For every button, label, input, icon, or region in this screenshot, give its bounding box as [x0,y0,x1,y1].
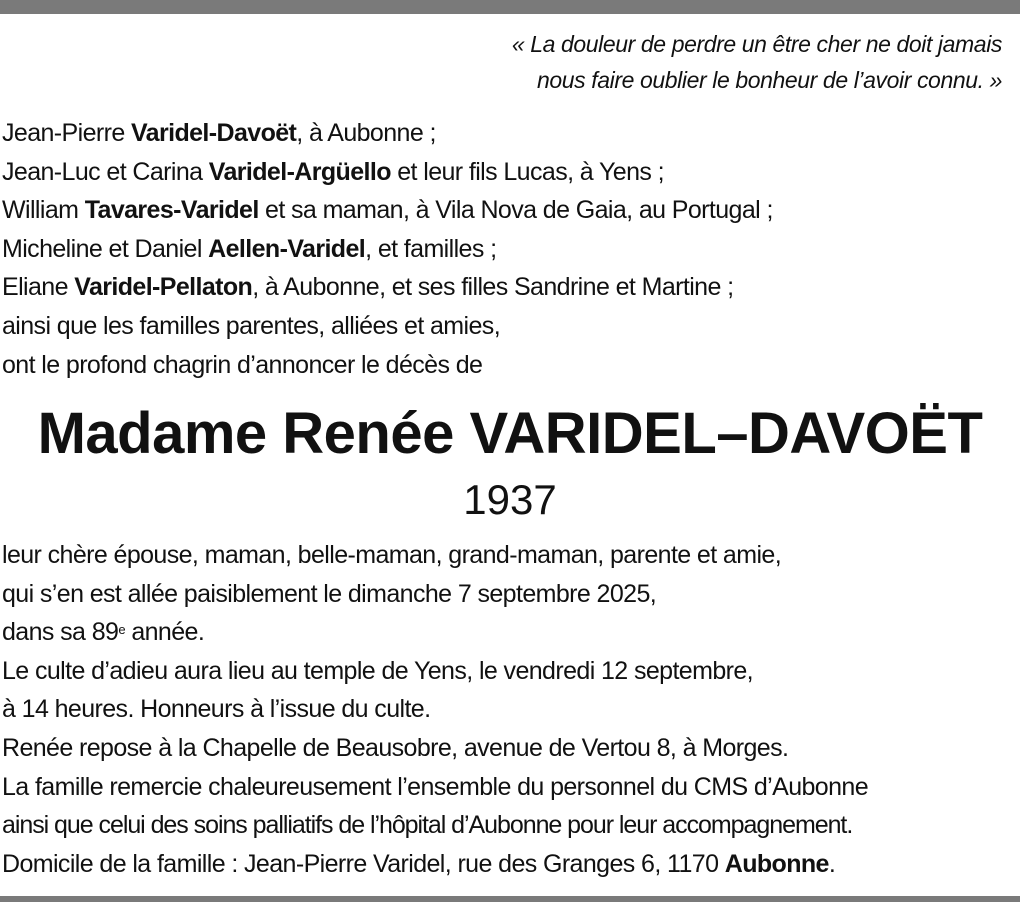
service-line: à 14 heures. Honneurs à l’issue du culte. [2,695,431,724]
obituary-details [2,536,1018,883]
family-member-location: , et familles ; [365,234,497,263]
family-line: ainsi que les familles parentes, alliées et amies, [2,311,501,340]
family-line [2,153,1018,192]
detail-line [2,613,1018,652]
detail-line: qui s’en est allée paisiblement le dimanche 7 septembre 2025, [2,579,657,608]
service-line: Le culte d’adieu aura lieu au temple de Yens, le vendredi 12 septembre, [2,656,754,685]
family-line [2,191,1018,230]
family-member-surname: Varidel-Argüello [208,157,391,186]
age-text-end: année. [124,618,205,647]
rest-location-line: Renée repose à la Chapelle de Beausobre, avenue de Vertou 8, à Morges. [2,733,789,762]
quote-line: nous faire oublier le bonheur de l’avoir connu. » [537,67,1002,93]
thanks-line: La famille remercie chaleureusement l’ensemble du personnel du CMS d’Aubonne [2,772,869,801]
family-list [2,114,1018,384]
age-text: dans sa 89 [2,618,119,647]
family-member-surname: Tavares-Varidel [84,196,259,225]
announcement-line: ont le profond chagrin d’annoncer le décès de [2,350,483,379]
ordinal-suffix: e [118,622,125,638]
family-line [2,268,1018,307]
family-member-location: et leur fils Lucas, à Yens ; [390,157,664,186]
quote-line: « La douleur de perdre un être cher ne doit jamais [511,31,1002,57]
detail-line: leur chère épouse, maman, belle-maman, grand-maman, parente et amie, [2,541,782,569]
bottom-rule [0,896,1020,902]
family-line [2,230,1018,269]
address-town: Aubonne [724,849,829,878]
family-member-given: Jean-Pierre [2,119,131,147]
family-member-given: Jean-Luc et Carina [2,157,209,186]
family-member-given: Eliane [2,273,75,302]
address-end: . [828,849,836,878]
address-text: Domicile de la famille : Jean-Pierre Varidel, rue des Granges 6, 1170 [2,849,725,878]
family-line [2,114,1018,153]
family-member-surname: Aellen-Varidel [208,234,366,263]
family-member-location: , à Aubonne ; [296,119,436,147]
top-rule [0,0,1020,14]
family-member-surname: Varidel-Davoët [130,119,297,147]
birth-year: 1937 [463,476,557,523]
deceased-name: Madame Renée VARIDEL–DAVOËT [37,401,983,466]
family-member-surname: Varidel-Pellaton [74,273,253,302]
family-member-location: , à Aubonne, et ses filles Sandrine et Martine ; [252,273,734,302]
family-member-location: et sa maman, à Vila Nova de Gaia, au Portugal ; [258,196,773,225]
thanks-line: ainsi que celui des soins palliatifs de l’hôpital d’Aubonne pour leur accompagnement. [2,811,853,840]
epigraph-quote [302,26,1002,98]
family-member-given: Micheline et Daniel [2,234,209,263]
address-line [2,845,1018,884]
family-member-given: William [2,196,85,225]
